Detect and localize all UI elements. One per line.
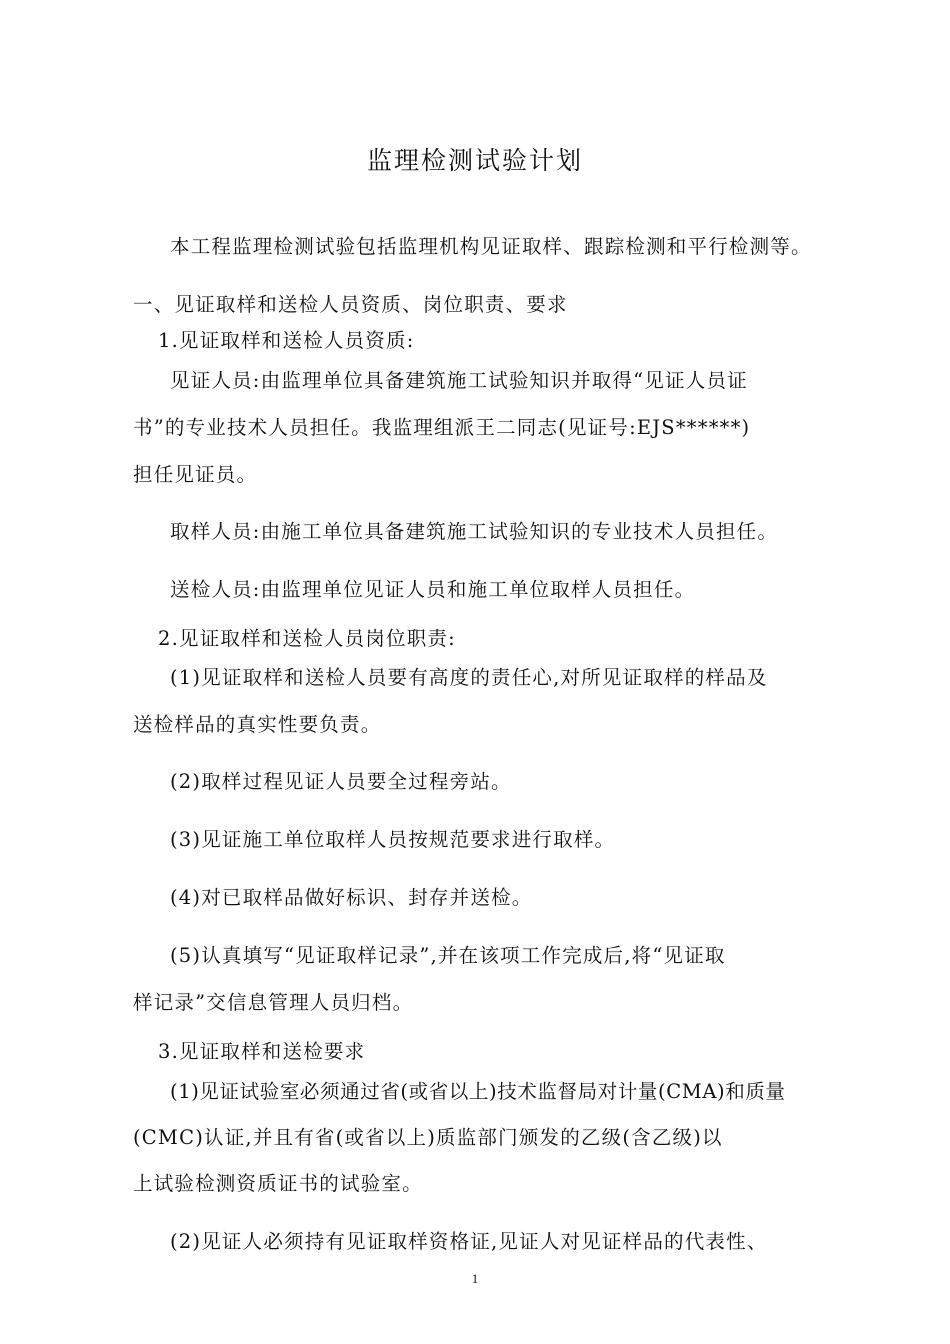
submission-personnel: 送检人员:由监理单位见证人员和施工单位取样人员担任。 xyxy=(170,578,696,601)
requirement-item-2-line-1: (2)见证人必须持有见证取样资格证,见证人对见证样品的代表性、 xyxy=(170,1230,768,1253)
requirement-item-1-line-2: (CMC)认证,并且有省(或省以上)质监部门颁发的乙级(含乙级)以 xyxy=(133,1126,723,1149)
requirement-item-1-line-1: (1)见证试验室必须通过省(或省以上)技术监督局对计量(CMA)和质量 xyxy=(170,1080,786,1103)
duty-item-5-line-2: 样记录”交信息管理人员归档。 xyxy=(133,991,414,1014)
page-title: 监理检测试验计划 xyxy=(366,146,583,175)
witness-personnel-line-3: 担任见证员。 xyxy=(133,463,258,486)
sampling-personnel: 取样人员:由施工单位具备建筑施工试验知识的专业技术人员担任。 xyxy=(170,520,779,543)
intro-paragraph: 本工程监理检测试验包括监理机构见证取样、跟踪检测和平行检测等。 xyxy=(170,235,812,258)
page-number: 1 xyxy=(471,1271,479,1286)
requirement-item-1-line-3: 上试验检测资质证书的试验室。 xyxy=(133,1172,423,1195)
witness-personnel-line-1: 见证人员:由监理单位具备建筑施工试验知识并取得“见证人员证 xyxy=(170,369,748,392)
witness-personnel-line-2: 书”的专业技术人员担任。我监理组派王二同志(见证号:EJS******) xyxy=(133,416,751,439)
duty-item-2: (2)取样过程见证人员要全过程旁站。 xyxy=(170,770,512,793)
duty-item-5-line-1: (5)认真填写“见证取样记录”,并在该项工作完成后,将“见证取 xyxy=(170,944,726,967)
section-1-heading: 一、见证取样和送检人员资质、岗位职责、要求 xyxy=(133,293,568,316)
duty-item-1-line-2: 送检样品的真实性要负责。 xyxy=(133,713,382,736)
duty-item-1-line-1: (1)见证取样和送检人员要有高度的责任心,对所见证取样的样品及 xyxy=(170,666,768,689)
subsection-3-heading: 3.见证取样和送检要求 xyxy=(158,1040,366,1063)
duty-item-3: (3)见证施工单位取样人员按规范要求进行取样。 xyxy=(170,828,616,851)
subsection-1-heading: 1.见证取样和送检人员资质: xyxy=(158,329,415,352)
subsection-2-heading: 2.见证取样和送检人员岗位职责: xyxy=(158,627,456,650)
duty-item-4: (4)对已取样品做好标识、封存并送检。 xyxy=(170,886,533,909)
